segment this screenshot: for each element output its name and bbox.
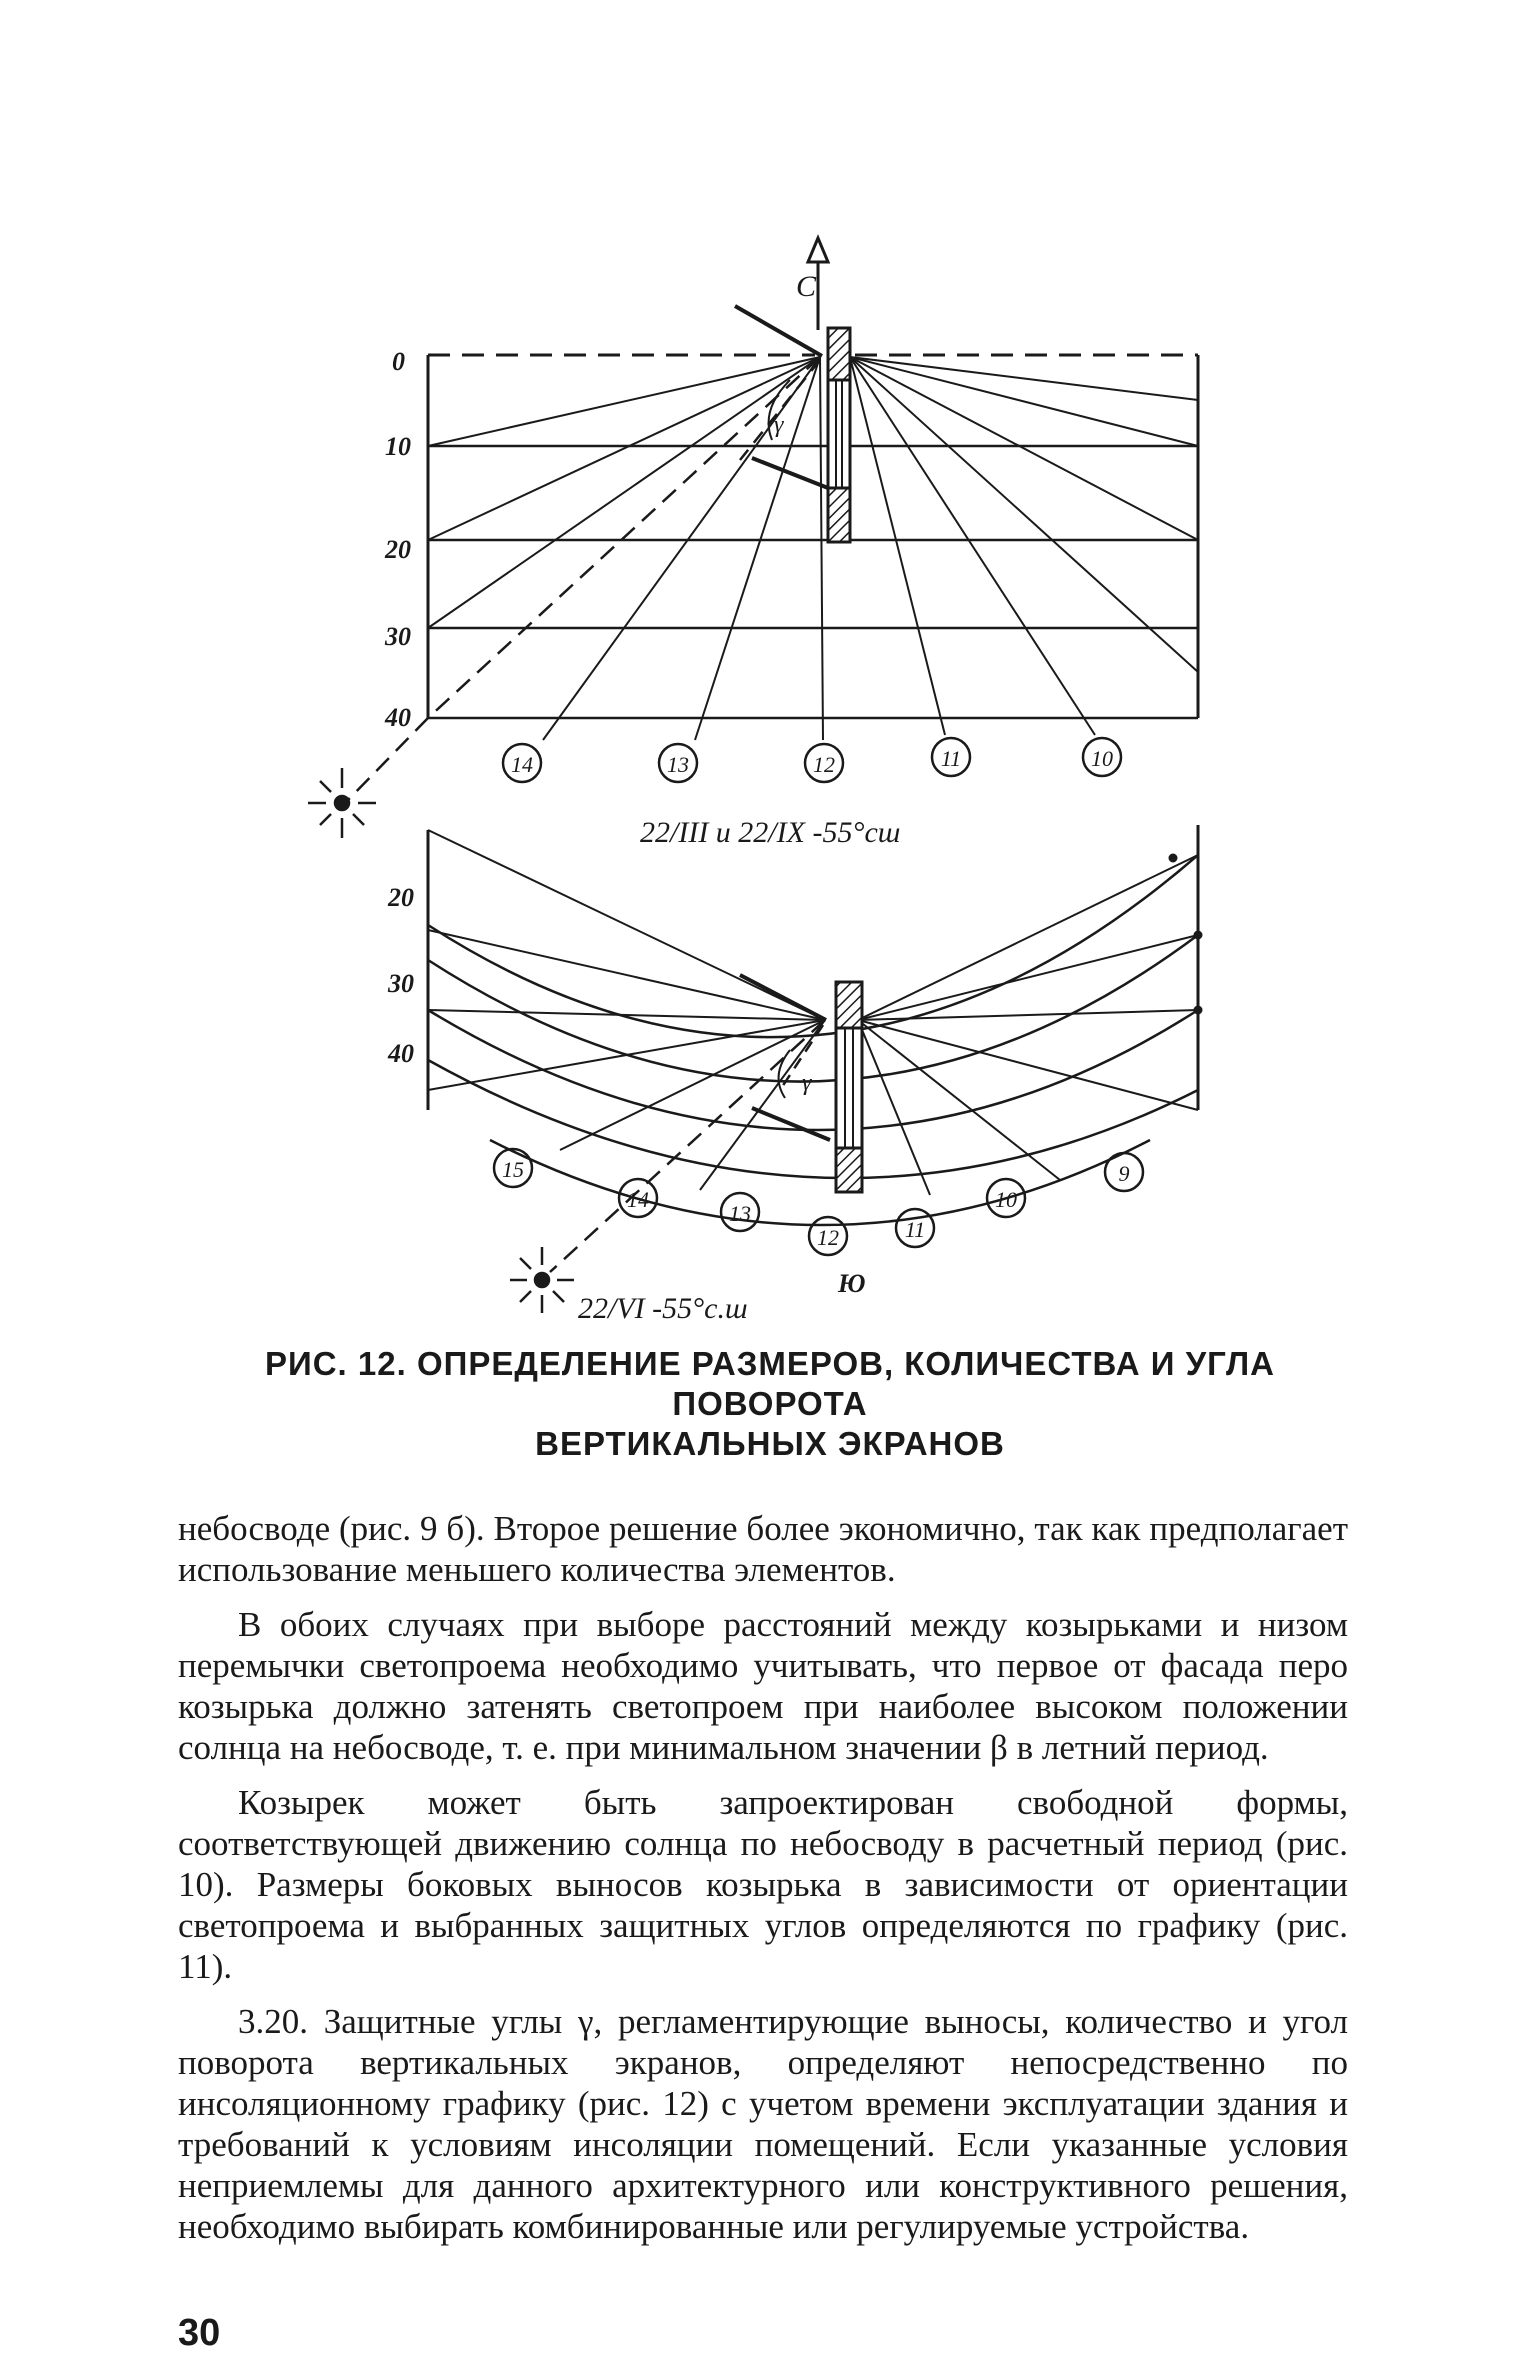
hour-label: 10 — [995, 1187, 1017, 1212]
y-axis-label: 10 — [385, 432, 411, 461]
body-text — [178, 1508, 1348, 2247]
hour-label: 9 — [1118, 1161, 1130, 1186]
hour-label: 11 — [904, 1217, 926, 1242]
caption-line: ВЕРТИКАЛЬНЫХ ЭКРАНОВ — [535, 1425, 1005, 1462]
hour-label: 10 — [1091, 746, 1113, 771]
hour-label: 14 — [627, 1187, 649, 1212]
north-arrow-icon — [808, 238, 828, 262]
y-axis-label: 20 — [385, 535, 411, 564]
paragraph: 3.20. Защитные углы γ, регламентирующие выносы, количество и угол поворота вертикальных экранов, определяют непосредственно по инсоляционному графику (рис. 12) с учетом времени эксплуатации здания и требований к условиям инсоляции помещений. Если указанные условия неприемлемы для данного архитектурного или конструктивного решения, необходимо выбирать комбинированные или регулируемые устройства. — [178, 2002, 1348, 2246]
sun-icon — [510, 1247, 574, 1313]
north-label: С — [796, 270, 817, 303]
y-axis-label: 30 — [388, 969, 414, 998]
south-label: Ю — [838, 1269, 866, 1298]
hour-label: 12 — [813, 752, 835, 777]
y-axis-label: 40 — [385, 703, 411, 732]
y-axis-label: 20 — [388, 883, 414, 912]
hour-label: 13 — [729, 1201, 751, 1226]
hour-label: 11 — [940, 746, 962, 771]
figure-caption — [170, 1344, 1370, 1464]
page-number: 30 — [178, 2312, 221, 2354]
paragraph: Козырек может быть запроектирован свободной формы, соответствующей движению солнца по небосводу в расчетный период (рис. 10). Размеры боковых выносов козырька в зависимости от ориентации светопроема и выбранных защитных углов определяются по графику (рис. 11). — [178, 1783, 1348, 1986]
date-label: 22/VI -55°с.ш — [578, 1292, 748, 1320]
gamma-label: γ — [802, 1070, 812, 1096]
gamma-label: γ — [774, 412, 784, 438]
hour-label: 13 — [667, 752, 689, 777]
top-diagram — [348, 238, 1198, 800]
hour-label: 14 — [511, 752, 533, 777]
paragraph: В обоих случаях при выборе расстояний между козырьками и низом перемычки светопроема необходимо учитывать, что первое от фасада перо козырька должно затенять светопроем при наиболее высоком положении солнца на небосводе, т. е. при минимальном значении β в летний период. — [178, 1605, 1348, 1767]
y-axis-label: 40 — [388, 1039, 414, 1068]
bottom-diagram — [428, 825, 1202, 1272]
caption-line: РИС. 12. ОПРЕДЕЛЕНИЕ РАЗМЕРОВ, КОЛИЧЕСТВА И УГЛА ПОВОРОТА — [265, 1345, 1275, 1422]
y-axis-label: 0 — [392, 347, 405, 376]
hour-label: 12 — [817, 1225, 839, 1250]
sun-icon — [308, 768, 376, 838]
hour-label: 15 — [502, 1157, 524, 1182]
paragraph: небосводе (рис. 9 б). Второе решение более экономично, так как предполагает использование меньшего количества элементов. — [178, 1509, 1348, 1589]
y-axis-label: 30 — [385, 622, 411, 651]
date-label: 22/III и 22/IX -55°сш — [640, 816, 901, 849]
